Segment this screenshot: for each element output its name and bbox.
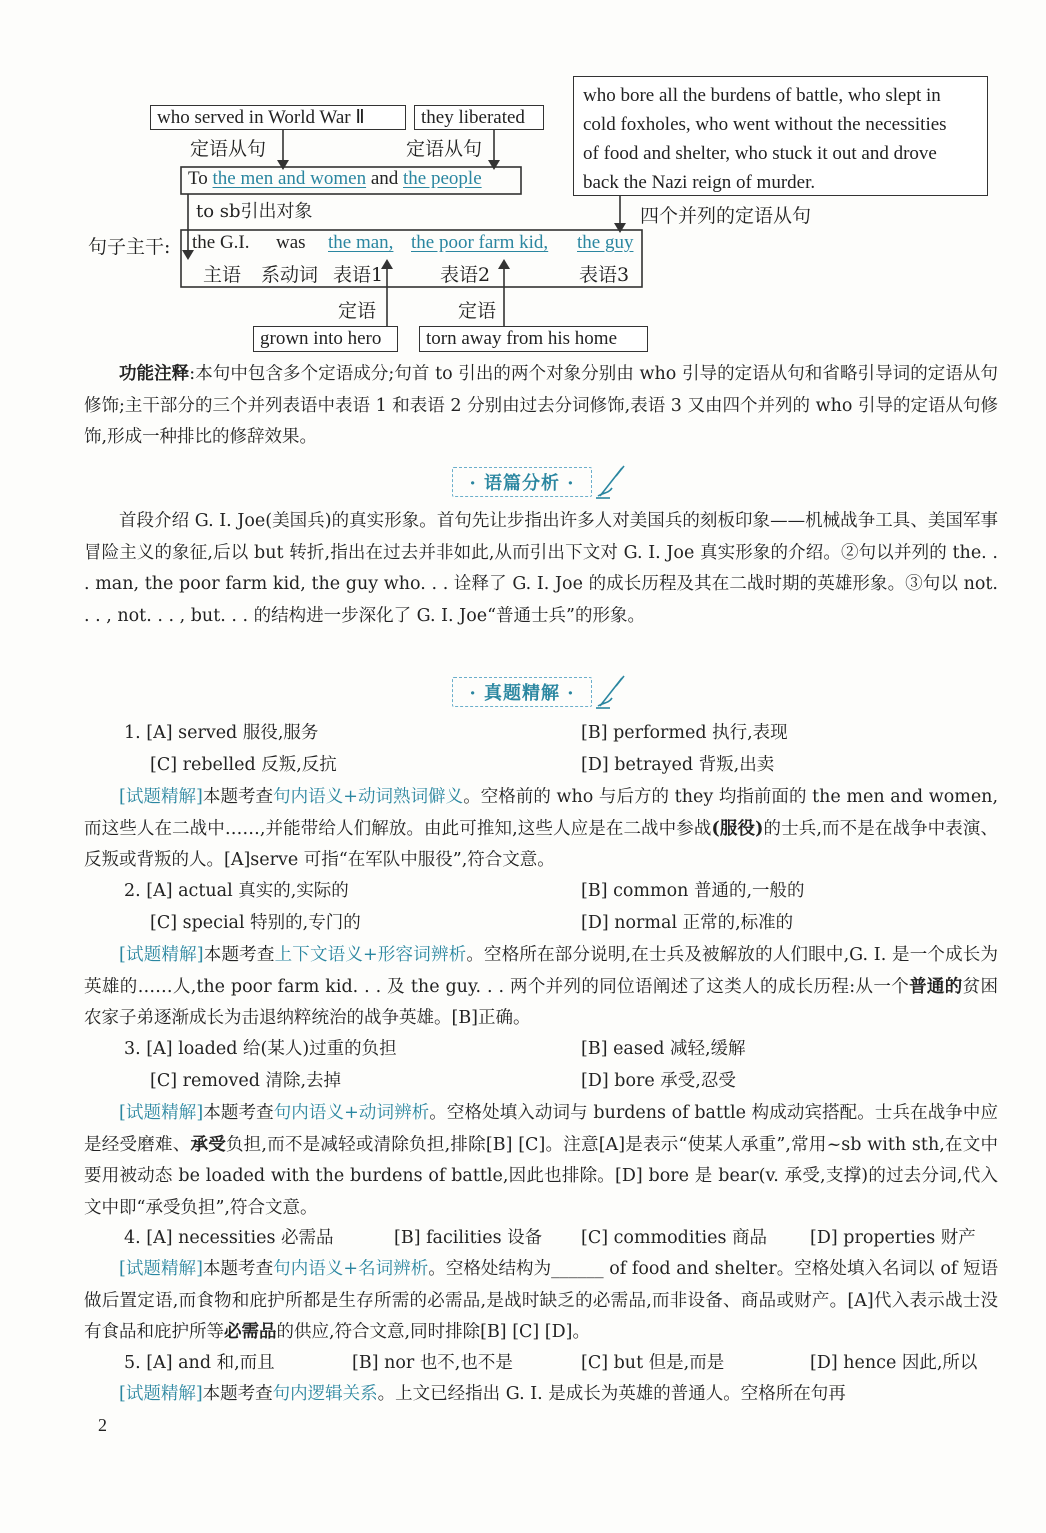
label-attributive-clause: 定语从句 (190, 138, 267, 160)
q1-text2: 的士兵,而不是在战争中表演、反叛或背叛的人。[A]serve 可指“在军队中服役”,符合文意。 (84, 818, 999, 870)
q3-bold: 承受 (190, 1134, 226, 1155)
q4-text2: 的供应,符合文意,同时排除[B] [C] [D]。 (276, 1322, 590, 1342)
box-they-liberated: they liberated (414, 105, 544, 130)
q2-text2: 贫困农家子弟逐渐成长为击退纳粹统治的战争英雄。[B]正确。 (84, 976, 999, 1028)
label-attributive-clause: 定语从句 (406, 138, 483, 160)
who-bore-line: who bore all the burdens of battle, who slept in (583, 85, 941, 106)
box-torn-away: torn away from his home (419, 326, 648, 352)
predicative-3: the guy (577, 232, 634, 253)
role-pred1: 表语1 (333, 264, 384, 286)
explanation-tag: [试题精解] (119, 787, 203, 807)
explanation-tag: [试题精解] (119, 1384, 203, 1404)
q1-option-c: [C] rebelled 反叛,反抗 (150, 755, 337, 775)
q4-text: 。空格处结构为______ of food and shelter。空格处填入名词以 of 短语做后置定语,而食物和庇护所都是生存所需的必需品,是战时缺乏的必需品,而非设备、商品或财产。[A]代入表示战士没有食品和庇护所等 (84, 1259, 998, 1342)
four-clauses-label: 四个并列的定语从句 (640, 205, 812, 227)
q5-option-b: [B] nor 也不,也不是 (352, 1353, 513, 1373)
q4-bold: 必需品 (224, 1322, 277, 1342)
analysis-paragraph (84, 506, 998, 632)
q5-pre: 本题考查 (202, 1384, 273, 1404)
q3-focus: 句内语义+动词辨析 (273, 1103, 430, 1123)
q4-option-d: [D] properties 财产 (810, 1228, 976, 1248)
q5-text: 。上文已经指出 G. I. 是成长为英雄的普通人。空格所在句再 (377, 1384, 846, 1404)
predicative-1: the man, (328, 232, 394, 253)
q2-option-a: 2. [A] actual 真实的,实际的 (124, 881, 349, 901)
q1-text: 。空格前的 who 与后方的 they 均指前面的 the men and women,而这些人在二战中……,并能带给人们解放。由此可推知,这些人应是在二战中参战 (84, 787, 999, 839)
q2-option-c: [C] special 特别的,专门的 (150, 913, 361, 933)
q4-explanation (84, 1254, 998, 1349)
function-note-text: :本句中包含多个定语成分;句首 to 引出的两个对象分别由 who 引导的定语从句和省略引导词的定语从句修饰;主干部分的三个并列表语中表语 1 和表语 2 分别由过去分词修饰,表语 3 又由四个并列的 who 引导的定语从句修饰,形成一种排比的修辞效果。 (84, 364, 998, 447)
q3-option-a: 3. [A] loaded 给(某人)过重的负担 (124, 1039, 397, 1059)
q1-explanation (84, 782, 998, 877)
q5-explanation (84, 1379, 998, 1411)
q4-option-a: 4. [A] necessities 必需品 (124, 1228, 334, 1248)
q5-focus: 句内逻辑关系 (272, 1384, 378, 1404)
section-header-analysis (452, 467, 592, 497)
function-note-label: 功能注释 (119, 364, 190, 384)
main-clause-label: 句子主干: (88, 236, 171, 258)
function-note (84, 359, 998, 454)
q2-option-d: [D] normal 正常的,标准的 (581, 913, 794, 933)
q2-option-b: [B] common 普通的,一般的 (581, 881, 805, 901)
q3-text: 。空格处填入动词与 burdens of battle 构成动宾搭配。士兵在战争中应是经受磨难、 (84, 1103, 999, 1155)
q3-option-b: [B] eased 减轻,缓解 (581, 1039, 746, 1059)
box-grown-into-hero: grown into hero (253, 326, 398, 352)
q5-option-c: [C] but 但是,而是 (581, 1353, 725, 1373)
subject-gi: the G.I. (192, 232, 250, 253)
q2-text: 。空格所在部分说明,在士兵及被解放的人们眼中,G. I. 是一个成长为英雄的……人,the poor farm kid. . . 及 the guy. . . 两个并列的同位语阐述了这类人的成长历程:从一个 (84, 945, 998, 997)
q2-bold: 普通的 (909, 976, 963, 997)
role-linking: 系动词 (261, 264, 319, 286)
q2-explanation (84, 940, 998, 1035)
section-header-answers (452, 677, 592, 707)
q3-text2: 负担,而不是减轻或清除负担,排除[B] [C]。注意[A]是表示“使某人承重”,常用~sb with sth,在文中要用被动态 be loaded with the burdens of battle,因此也排除。[D] bore 是 bear(v. 承受,支撑)的过去分词,代入文中即“承受负担”,符合文意。 (84, 1134, 999, 1218)
q4-option-c: [C] commodities 商品 (581, 1228, 767, 1248)
label-attribute: 定语 (338, 300, 377, 322)
section-title: · 真题精解 · (469, 683, 575, 704)
to-line (188, 168, 482, 190)
label-attribute: 定语 (458, 300, 497, 322)
linking-verb: was (276, 232, 306, 253)
q2-pre: 本题考查 (203, 945, 275, 965)
explanation-tag: [试题精解] (119, 1259, 203, 1279)
q4-option-b: [B] facilities 设备 (394, 1228, 543, 1248)
role-pred3: 表语3 (579, 264, 630, 286)
role-subject: 主语 (203, 264, 242, 286)
and-word: and (366, 168, 404, 189)
the-people: the people (403, 168, 482, 189)
predicative-2: the poor farm kid, (411, 232, 549, 253)
q3-pre: 本题考查 (203, 1103, 274, 1123)
who-bore-line: cold foxholes, who went without the necessities (583, 114, 947, 135)
role-pred2: 表语2 (440, 264, 491, 286)
q3-explanation (84, 1098, 998, 1224)
q1-pre: 本题考查 (202, 787, 274, 807)
who-bore-line: of food and shelter, who stuck it out and drove (583, 143, 937, 164)
page-number: 2 (98, 1415, 107, 1435)
q1-bold: (服役) (711, 818, 764, 839)
q1-option-b: [B] performed 执行,表现 (581, 723, 788, 743)
analysis-text: 首段介绍 G. I. Joe(美国兵)的真实形象。首句先让步指出许多人对美国兵的刻板印象——机械战争工具、美国军事冒险主义的象征,后以 but 转折,指出在过去并非如此,从而引出下文对 G. I. Joe 真实形象的介绍。②句以并列的 the. . . man, the poor farm kid, the guy who. . . 诠释了 G. I. Joe 的成长历程及其在二战时期的英雄形象。③句以 not. . . , not. . . , but. . . 的结构进一步深化了 G. I. Joe“普通士兵”的形象。 (84, 511, 998, 626)
to-sb-label: to sb引出对象 (196, 201, 313, 222)
q4-focus: 句内语义+名词辨析 (273, 1259, 429, 1279)
who-bore-line: back the Nazi reign of murder. (583, 172, 816, 193)
q5-option-a: 5. [A] and 和,而且 (124, 1353, 275, 1373)
q4-pre: 本题考查 (202, 1259, 274, 1279)
box-who-bore (573, 76, 988, 196)
q3-option-d: [D] bore 承受,忍受 (581, 1071, 736, 1091)
explanation-tag: [试题精解] (119, 1103, 204, 1123)
box-who-served: who served in World War Ⅱ (150, 105, 406, 130)
explanation-tag: [试题精解] (119, 945, 204, 965)
q1-focus: 句内语义+动词熟词僻义 (273, 787, 464, 807)
to-word: To (188, 168, 213, 189)
q1-option-a: 1. [A] served 服役,服务 (124, 723, 319, 743)
pen-icon (594, 672, 628, 710)
men-and-women: the men and women (212, 168, 367, 189)
section-title: · 语篇分析 · (469, 473, 575, 494)
q5-option-d: [D] hence 因此,所以 (810, 1353, 978, 1373)
q2-focus: 上下文语义+形容词辨析 (274, 945, 467, 965)
q1-option-d: [D] betrayed 背叛,出卖 (581, 755, 775, 775)
pen-icon (594, 462, 628, 500)
q3-option-c: [C] removed 清除,去掉 (150, 1071, 342, 1091)
